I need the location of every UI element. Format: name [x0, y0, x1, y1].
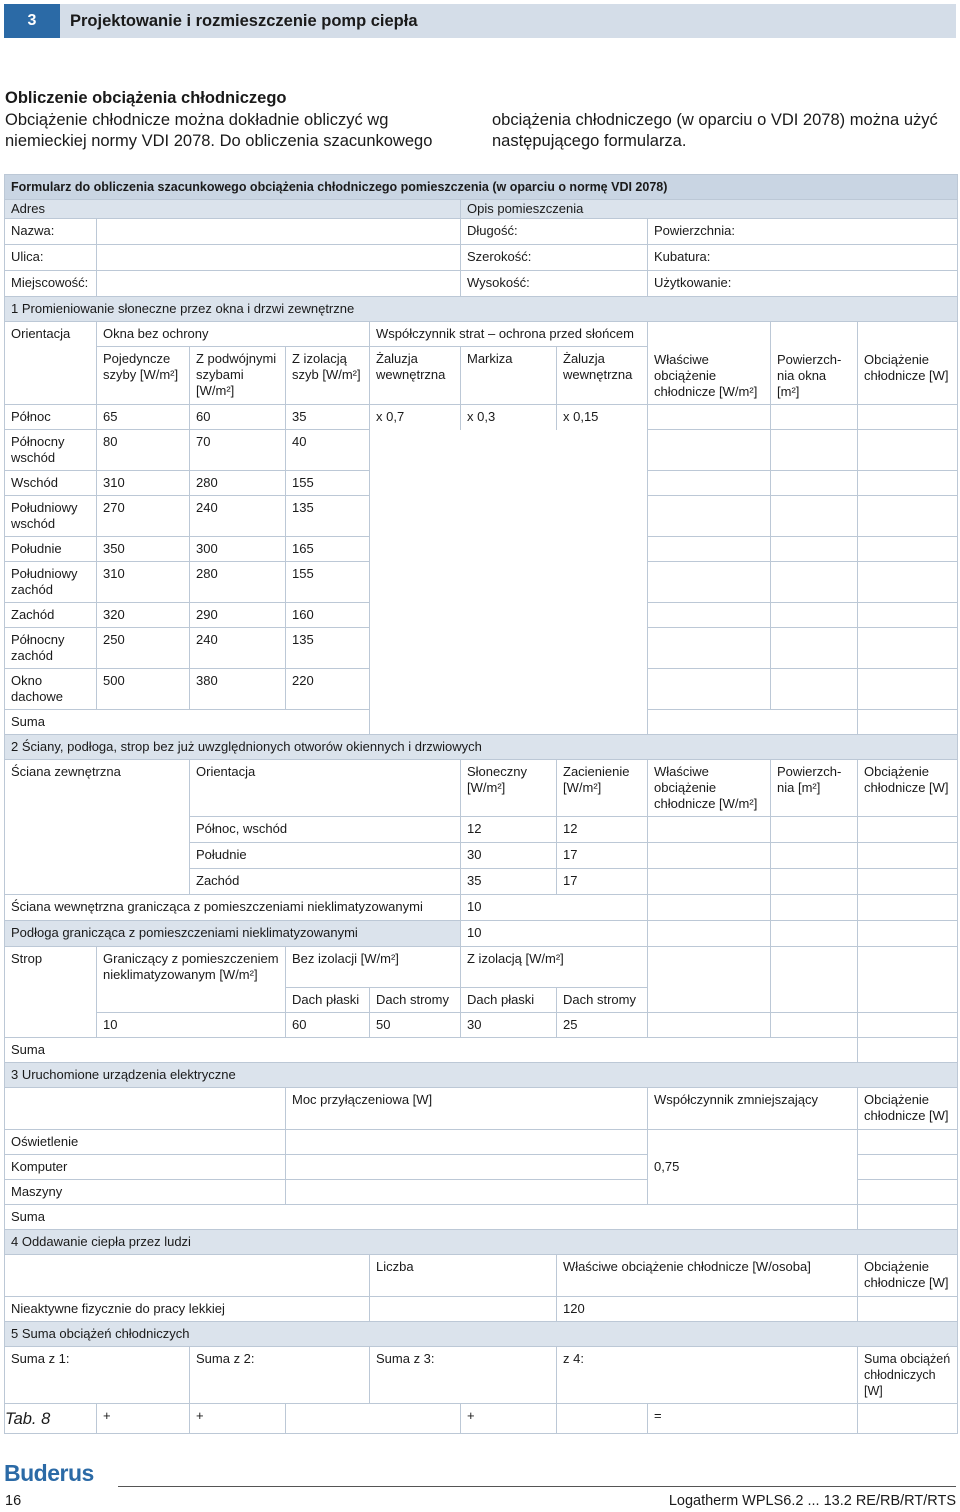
- value-double: 290: [190, 603, 286, 628]
- count-header: Liczba: [370, 1255, 557, 1297]
- section-1-sum-label: Suma: [5, 710, 858, 735]
- specific-load-cell[interactable]: [648, 869, 771, 895]
- cooling-load-cell[interactable]: [858, 895, 958, 921]
- factor-area: [370, 430, 648, 735]
- orientation-southwest: Południowy zachód: [5, 562, 97, 603]
- window-area-cell[interactable]: [771, 471, 858, 496]
- section-heading: Obliczenie obciążenia chłodniczego: [5, 89, 287, 107]
- window-area-cell[interactable]: [771, 603, 858, 628]
- name-field[interactable]: [97, 219, 461, 245]
- lighting-label: Oświetlenie: [5, 1130, 286, 1155]
- value-double: 240: [190, 628, 286, 669]
- section-3-sum-label: Suma: [5, 1205, 858, 1230]
- adjacent-value: 10: [97, 1013, 286, 1038]
- sum-from-1-label: Suma z 1:: [5, 1347, 190, 1404]
- room-description-header: Opis pomieszczenia: [461, 200, 958, 219]
- value-double: 280: [190, 562, 286, 603]
- orientation-ne: Północ, wschód: [190, 817, 461, 843]
- cooling-load-header-3: Obciążenie chłodnicze [W]: [858, 1088, 958, 1130]
- orientation-north: Północ: [5, 405, 97, 430]
- adjacent-unconditioned-header: Graniczący z pomieszczeniem nieklimatyzowanym [W/m²]: [97, 947, 286, 1013]
- plus-sign: +: [190, 1404, 286, 1434]
- value-double: 60: [190, 405, 286, 430]
- value-insulated: 155: [286, 562, 370, 603]
- total-load-label: Suma obciążeń chłodniczych [W]: [858, 1347, 958, 1404]
- specific-load-cell[interactable]: [648, 537, 771, 562]
- interior-wall-value: 10: [461, 895, 648, 921]
- cooling-load-cell[interactable]: [858, 921, 958, 947]
- area-cell[interactable]: [771, 843, 858, 869]
- value-shaded: 17: [557, 869, 648, 895]
- volume-label: Kubatura:: [648, 245, 958, 271]
- flat-no-ins-value: 60: [286, 1013, 370, 1038]
- window-area-cell[interactable]: [771, 537, 858, 562]
- pitched-no-ins-value: 50: [370, 1013, 461, 1038]
- section-2-sum-label: Suma: [5, 1038, 858, 1063]
- ceiling-label: Strop: [5, 947, 97, 1013]
- computer-label: Komputer: [5, 1155, 286, 1180]
- city-field[interactable]: [97, 271, 461, 297]
- specific-load-cell[interactable]: [648, 669, 771, 710]
- value-single: 80: [97, 430, 190, 471]
- value-insulated: 165: [286, 537, 370, 562]
- length-label: Długość:: [461, 219, 648, 245]
- cooling-load-cell[interactable]: [858, 471, 958, 496]
- sum-from-4-label: z 4:: [557, 1347, 858, 1404]
- value-sunny: 12: [461, 817, 557, 843]
- window-area-cell[interactable]: [771, 405, 858, 430]
- value-single: 65: [97, 405, 190, 430]
- total-load-cell[interactable]: [858, 1404, 958, 1434]
- equals-sign: =: [648, 1404, 858, 1434]
- flat-roof-header-2: Dach płaski: [461, 988, 557, 1013]
- value-double: 70: [190, 430, 286, 471]
- area-cell[interactable]: [771, 947, 858, 1013]
- address-header: Adres: [5, 200, 461, 219]
- name-label: Nazwa:: [5, 219, 97, 245]
- value-double: 280: [190, 471, 286, 496]
- value-double: 300: [190, 537, 286, 562]
- orientation-header-2: Orientacja: [190, 760, 461, 817]
- sum-from-3-label: Suma z 3:: [370, 1347, 557, 1404]
- cooling-load-cell[interactable]: [858, 817, 958, 843]
- plus-sign: +: [97, 1404, 190, 1434]
- window-area-cell[interactable]: [771, 562, 858, 603]
- section-2-title: 2 Ściany, podłoga, strop bez już uwzględnionych otworów okiennych i drzwiowych: [5, 735, 958, 760]
- machines-label: Maszyny: [5, 1180, 286, 1205]
- specific-load-cell[interactable]: [648, 562, 771, 603]
- exterior-wall-header: Ściana zewnętrzna: [5, 760, 190, 817]
- no-insulation-header: Bez izolacji [W/m²]: [286, 947, 461, 988]
- street-field[interactable]: [97, 245, 461, 271]
- window-area-header: Powierzch-nia okna [m²]: [771, 322, 858, 405]
- value-insulated: 135: [286, 496, 370, 537]
- shaded-header: Zacienienie [W/m²]: [557, 760, 648, 817]
- chapter-header: [4, 4, 956, 38]
- value-single: 500: [97, 669, 190, 710]
- computer-power-cell[interactable]: [286, 1155, 648, 1180]
- window-area-cell[interactable]: [771, 430, 858, 471]
- specific-load-cell[interactable]: [648, 947, 771, 1013]
- sunny-header: Słoneczny [W/m²]: [461, 760, 557, 817]
- section-3-sum-cell[interactable]: [858, 1205, 958, 1230]
- orientation-northeast: Północny wschód: [5, 430, 97, 471]
- cooling-load-cell[interactable]: [858, 869, 958, 895]
- cooling-load-cell[interactable]: [858, 496, 958, 537]
- pitched-ins-value: 25: [557, 1013, 648, 1038]
- reduction-factor-value: 0,75: [648, 1130, 858, 1205]
- lighting-power-cell[interactable]: [286, 1130, 648, 1155]
- specific-load-cell[interactable]: [648, 430, 771, 471]
- value-sunny: 30: [461, 843, 557, 869]
- persons-load-cell[interactable]: [858, 1297, 958, 1322]
- single-glazing-header: Pojedyncze szyby [W/m²]: [97, 347, 190, 405]
- plus-sign: +: [461, 1404, 557, 1434]
- value-single: 270: [97, 496, 190, 537]
- chapter-title: Projektowanie i rozmieszczenie pomp ciepła: [70, 11, 418, 30]
- flat-ins-value: 30: [461, 1013, 557, 1038]
- flat-roof-header: Dach płaski: [286, 988, 370, 1013]
- pitched-roof-header: Dach stromy: [370, 988, 461, 1013]
- cooling-load-cell[interactable]: [858, 628, 958, 669]
- factor-inner-blind: x 0,7: [370, 405, 461, 430]
- cooling-load-cell[interactable]: [858, 947, 958, 1013]
- area-label: Powierzchnia:: [648, 219, 958, 245]
- cooling-load-header: Obciążenie chłodnicze [W]: [858, 322, 958, 405]
- section-1-sum-cell[interactable]: [858, 710, 958, 735]
- chapter-number: 3: [4, 4, 60, 38]
- specific-load-cell[interactable]: [648, 603, 771, 628]
- value-single: 310: [97, 471, 190, 496]
- with-insulation-header: Z izolacją [W/m²]: [461, 947, 648, 988]
- value-sunny: 35: [461, 869, 557, 895]
- reduction-factor-header: Współczynnik zmniejszający: [648, 1088, 858, 1130]
- window-area-cell[interactable]: [771, 628, 858, 669]
- cooling-load-header-2: Obciążenie chłodnicze [W]: [858, 760, 958, 817]
- insulated-glazing-header: Z izolacją szyb [W/m²]: [286, 347, 370, 405]
- computer-load-cell[interactable]: [858, 1155, 958, 1180]
- persons-count-cell[interactable]: [370, 1297, 557, 1322]
- machines-power-cell[interactable]: [286, 1180, 648, 1205]
- value-insulated: 155: [286, 471, 370, 496]
- orientation-west: Zachód: [5, 603, 97, 628]
- value-shaded: 17: [557, 843, 648, 869]
- page-number: 16: [5, 1493, 22, 1509]
- table-caption: Tab. 8: [5, 1410, 51, 1428]
- window-area-cell[interactable]: [771, 669, 858, 710]
- specific-load-cell[interactable]: [648, 921, 771, 947]
- orientation-northwest: Północny zachód: [5, 628, 97, 669]
- intro-text-right: obciążenia chłodniczego (w oparciu o VDI 2078) można użyć następującego formularza.: [492, 111, 938, 150]
- window-area-cell[interactable]: [771, 496, 858, 537]
- section-1-title: 1 Promieniowanie słoneczne przez okna i drzwi zewnętrzne: [5, 297, 958, 322]
- sun-protection-header: Współczynnik strat – ochrona przed słońcem: [370, 322, 648, 347]
- area-cell[interactable]: [771, 921, 858, 947]
- per-person-value: 120: [557, 1297, 858, 1322]
- inner-blind-2-header: Żaluzja wewnętrzna: [557, 347, 648, 405]
- cooling-load-header-4: Obciążenie chłodnicze [W]: [858, 1255, 958, 1297]
- orientation-south: Południe: [5, 537, 97, 562]
- specific-load-header-2: Właściwe obciążenie chłodnicze [W/m²]: [648, 760, 771, 817]
- value-double: 240: [190, 496, 286, 537]
- section-2-sum-cell[interactable]: [858, 1038, 958, 1063]
- sum-from-2-label: Suma z 2:: [190, 1347, 370, 1404]
- width-label: Szerokość:: [461, 245, 648, 271]
- lighting-load-cell[interactable]: [858, 1130, 958, 1155]
- value-insulated: 35: [286, 405, 370, 430]
- specific-load-cell[interactable]: [648, 471, 771, 496]
- floor-label: Podłoga granicząca z pomieszczeniami nieklimatyzowanymi: [5, 921, 461, 947]
- awning-header: Markiza: [461, 347, 557, 405]
- rated-power-header: Moc przyłączeniowa [W]: [286, 1088, 648, 1130]
- specific-load-cell[interactable]: [648, 496, 771, 537]
- cooling-load-form: [4, 174, 958, 1434]
- specific-load-header: Właściwe obciążenie chłodnicze [W/m²]: [648, 322, 771, 405]
- product-model: Logatherm WPLS6.2 ... 13.2 RE/RB/RT/RTS: [668, 1493, 956, 1509]
- value-double: 380: [190, 669, 286, 710]
- cooling-load-cell[interactable]: [858, 603, 958, 628]
- usage-label: Użytkowanie:: [648, 271, 958, 297]
- machines-load-cell[interactable]: [858, 1180, 958, 1205]
- specific-load-cell[interactable]: [648, 817, 771, 843]
- interior-wall-label: Ściana wewnętrzna granicząca z pomieszczeniami nieklimatyzowanymi: [5, 895, 461, 921]
- area-cell[interactable]: [771, 1013, 858, 1038]
- value-insulated: 40: [286, 430, 370, 471]
- city-label: Miejscowość:: [5, 271, 97, 297]
- area-cell[interactable]: [771, 817, 858, 843]
- cooling-load-cell[interactable]: [858, 562, 958, 603]
- form-title: Formularz do obliczenia szacunkowego obciążenia chłodniczego pomieszczenia (w oparciu o normę VDI 2078): [5, 175, 958, 200]
- floor-value: 10: [461, 921, 648, 947]
- cooling-load-cell[interactable]: [858, 537, 958, 562]
- double-glazing-header: Z podwójnymi szybami [W/m²]: [190, 347, 286, 405]
- value-single: 310: [97, 562, 190, 603]
- cooling-load-cell[interactable]: [858, 843, 958, 869]
- specific-load-cell[interactable]: [648, 843, 771, 869]
- orientation-east: Wschód: [5, 471, 97, 496]
- height-label: Wysokość:: [461, 271, 648, 297]
- orientation-header: Orientacja: [5, 322, 97, 347]
- cooling-load-cell[interactable]: [858, 430, 958, 471]
- cooling-load-cell[interactable]: [858, 669, 958, 710]
- cooling-load-cell[interactable]: [858, 405, 958, 430]
- value-single: 320: [97, 603, 190, 628]
- specific-load-cell[interactable]: [648, 405, 771, 430]
- inner-blind-header: Żaluzja wewnętrzna: [370, 347, 461, 405]
- orientation-s: Południe: [190, 843, 461, 869]
- section-3-title: 3 Uruchomione urządzenia elektryczne: [5, 1063, 958, 1088]
- cooling-load-cell[interactable]: [858, 1013, 958, 1038]
- value-single: 250: [97, 628, 190, 669]
- street-label: Ulica:: [5, 245, 97, 271]
- value-insulated: 220: [286, 669, 370, 710]
- per-person-load-header: Właściwe obciążenie chłodnicze [W/osoba]: [557, 1255, 858, 1297]
- area-cell[interactable]: [771, 869, 858, 895]
- specific-load-cell[interactable]: [648, 1013, 771, 1038]
- specific-load-cell[interactable]: [648, 895, 771, 921]
- footer-divider: [118, 1486, 956, 1487]
- value-single: 350: [97, 537, 190, 562]
- buderus-logo: Buderus: [4, 1460, 94, 1486]
- orientation-southeast: Południowy wschód: [5, 496, 97, 537]
- factor-inner-blind-2: x 0,15: [557, 405, 648, 430]
- specific-load-cell[interactable]: [648, 628, 771, 669]
- value-insulated: 160: [286, 603, 370, 628]
- inactive-persons-label: Nieaktywne fizycznie do pracy lekkiej: [5, 1297, 370, 1322]
- orientation-roof-window: Okno dachowe: [5, 669, 97, 710]
- unprotected-windows-header: Okna bez ochrony: [97, 322, 370, 347]
- area-header-2: Powierzch-nia [m²]: [771, 760, 858, 817]
- pitched-roof-header-2: Dach stromy: [557, 988, 648, 1013]
- orientation-w: Zachód: [190, 869, 461, 895]
- value-shaded: 12: [557, 817, 648, 843]
- intro-text-left: Obciążenie chłodnicze można dokładnie obliczyć wg niemieckiej normy VDI 2078. Do obliczenia szacunkowego: [5, 111, 433, 150]
- section-5-title: 5 Suma obciążeń chłodniczych: [5, 1322, 958, 1347]
- area-cell[interactable]: [771, 895, 858, 921]
- section-4-title: 4 Oddawanie ciepła przez ludzi: [5, 1230, 958, 1255]
- value-insulated: 135: [286, 628, 370, 669]
- factor-awning: x 0,3: [461, 405, 557, 430]
